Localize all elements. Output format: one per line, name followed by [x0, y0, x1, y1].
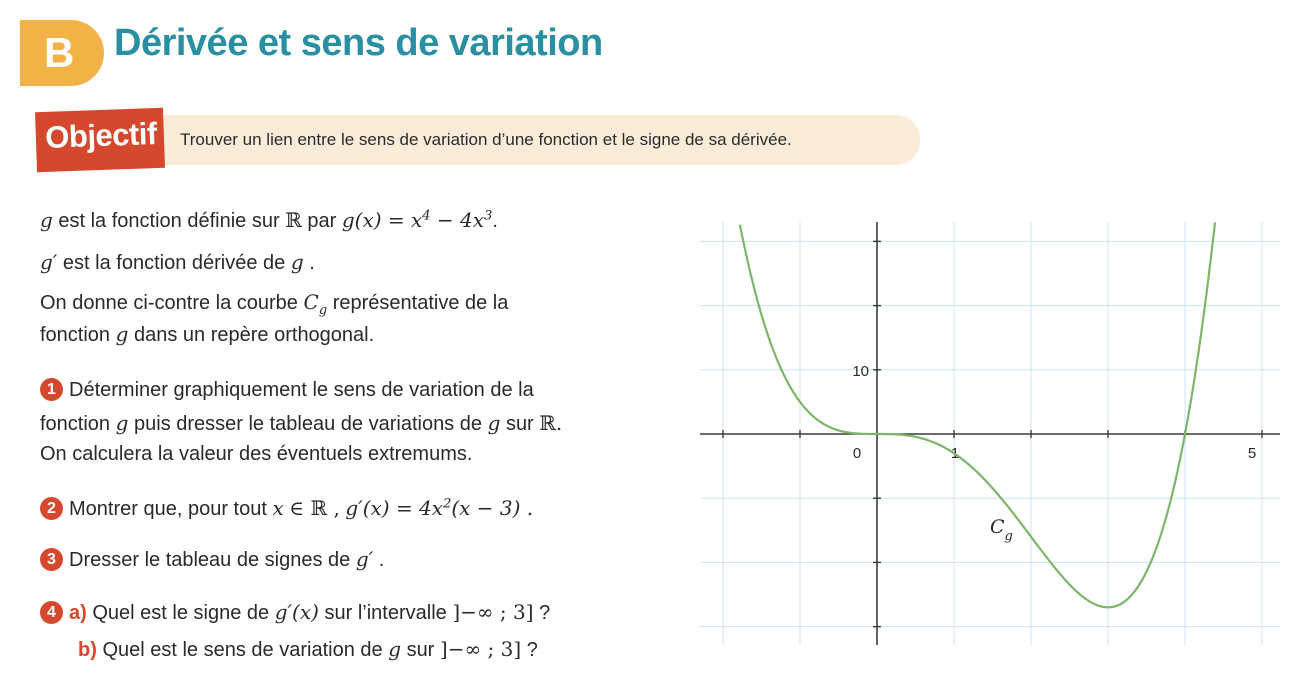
- math-set: ℝ: [285, 208, 302, 232]
- text: Montrer que, pour tout: [69, 498, 267, 520]
- math-var: g: [487, 411, 501, 435]
- text: .: [309, 252, 315, 274]
- text: fonction: [40, 413, 111, 435]
- math-set: ℝ.: [539, 411, 563, 435]
- curve-label: $C_g$: [990, 516, 1013, 544]
- math-expr: $g(x) = x^4 - 4x^3$: [341, 208, 493, 232]
- y-tick-label-10: 10: [852, 362, 869, 380]
- math-var: g′: [355, 547, 374, 571]
- math-set: ∈ ℝ ,: [289, 496, 340, 520]
- math-var: g: [115, 411, 129, 435]
- text: sur: [505, 413, 534, 435]
- text: On calculera la valeur des éventuels extremums.: [40, 443, 473, 465]
- text: ?: [539, 602, 551, 624]
- sub-question-label: a): [69, 602, 87, 624]
- question-number: 2: [40, 497, 63, 520]
- question-number: 3: [40, 548, 63, 571]
- math-expr: g′(x): [274, 600, 319, 624]
- text: Dresser le tableau de signes de: [69, 549, 351, 571]
- objective-tag-label: Objectif: [44, 116, 158, 155]
- x-tick-label-0: 0: [852, 445, 862, 462]
- question-number: 1: [40, 378, 63, 401]
- text: sur l’intervalle: [324, 602, 447, 624]
- text: est la fonction dérivée de: [62, 252, 286, 274]
- objective-text: Trouver un lien entre le sens de variation d’une fonction et le signe de sa dérivée.: [180, 130, 792, 149]
- x-tick-label-1: 1: [950, 445, 960, 462]
- section-letter: B: [44, 29, 75, 76]
- text: ?: [526, 639, 538, 661]
- math-var: g: [115, 322, 129, 346]
- curve-cg: [740, 222, 1215, 607]
- sub-question-label: b): [78, 639, 97, 661]
- math-curve: $C_g$: [303, 290, 328, 318]
- math-expr: $g'(x) = 4x^2(x - 3)$ .: [345, 496, 534, 520]
- graph-axes: [700, 222, 1280, 645]
- math-var: g′: [40, 250, 58, 274]
- text: est la fonction définie sur: [58, 210, 280, 232]
- math-var: g: [388, 637, 401, 661]
- math-interval: ]−∞ ; 3]: [439, 637, 522, 661]
- text: par: [307, 210, 337, 232]
- text: Déterminer graphiquement le sens de variation de la: [69, 379, 534, 401]
- text: .: [492, 210, 498, 232]
- section-title: Dérivée et sens de variation: [114, 22, 603, 64]
- text: .: [378, 549, 385, 571]
- text: fonction: [40, 324, 111, 346]
- math-var: g: [40, 208, 53, 232]
- text: sur: [406, 639, 435, 661]
- math-var: x: [272, 496, 284, 520]
- text: On donne ci-contre la courbe: [40, 292, 298, 314]
- text: dans un repère orthogonal.: [134, 324, 375, 346]
- text: Quel est le signe de: [92, 602, 270, 624]
- math-interval: ]−∞ ; 3]: [452, 600, 534, 624]
- text: puis dresser le tableau de variations de: [134, 413, 482, 435]
- text: Quel est le sens de variation de: [102, 639, 383, 661]
- question-number: 4: [40, 601, 63, 624]
- text: représentative de la: [332, 292, 509, 314]
- x-tick-label-5: 5: [1247, 445, 1257, 462]
- math-var: g: [290, 250, 304, 274]
